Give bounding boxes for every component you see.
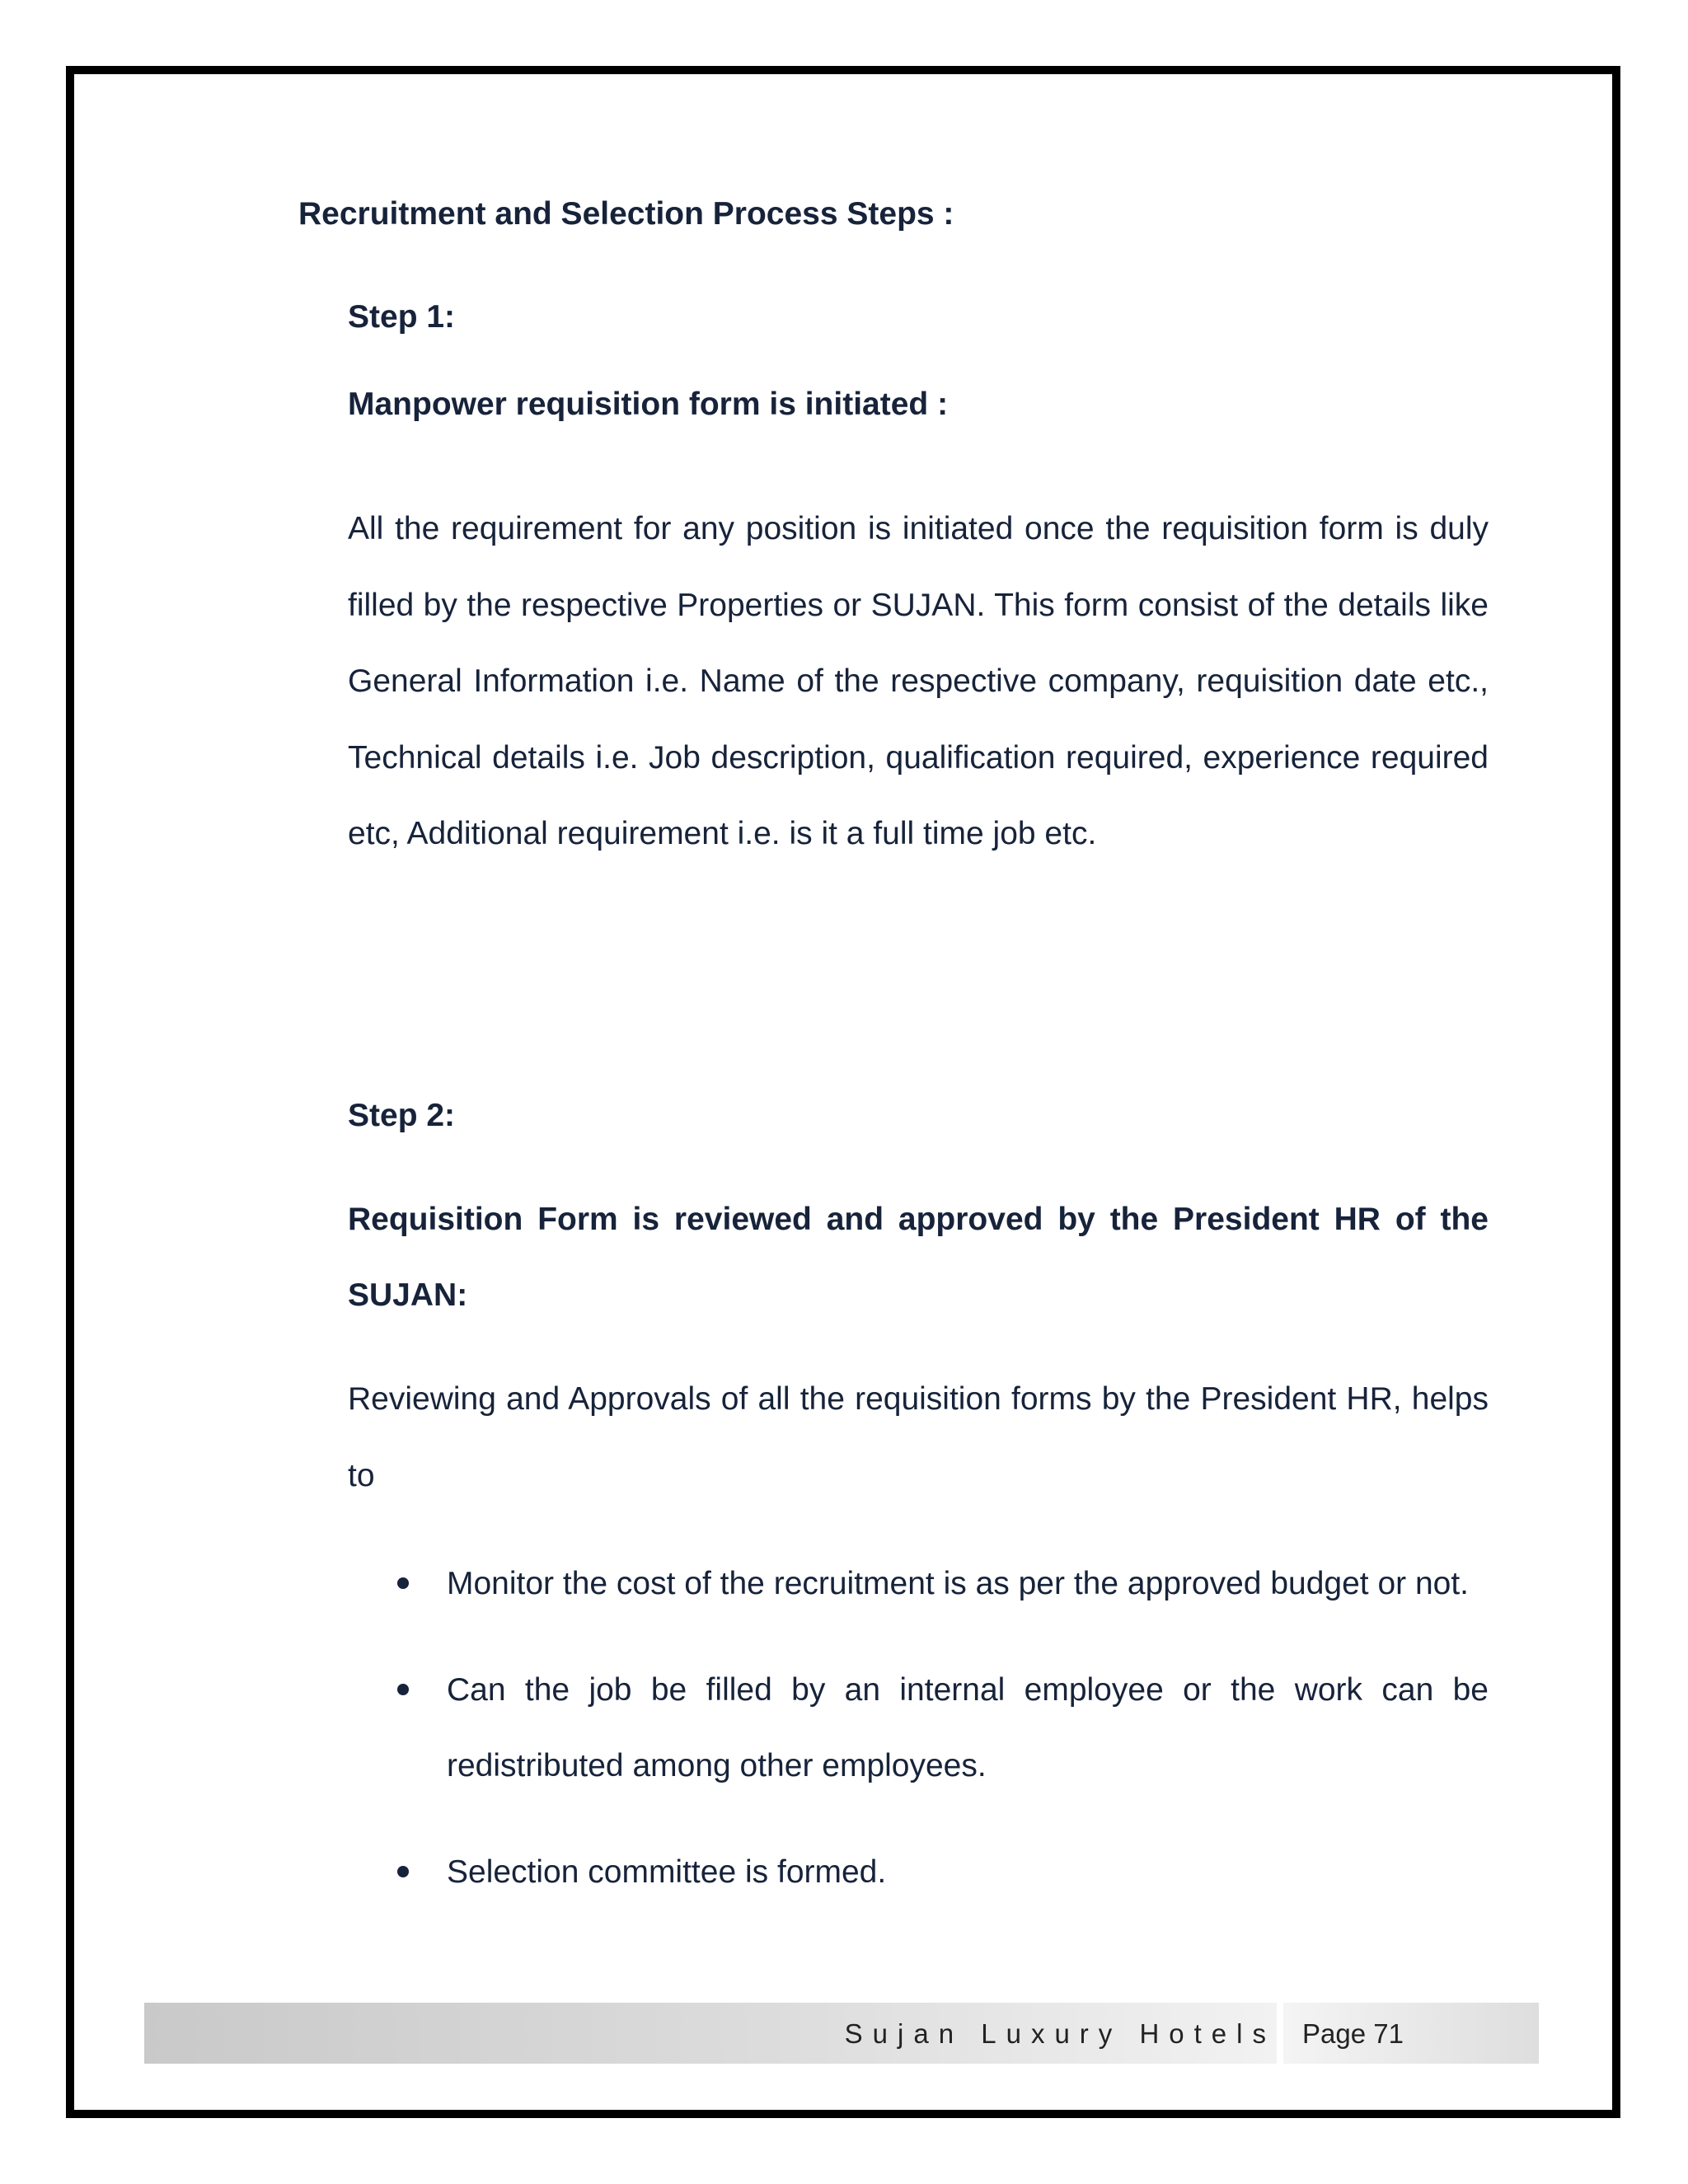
- bullet-icon: [397, 1866, 409, 1877]
- step-1-heading: Manpower requisition form is initiated :: [348, 387, 949, 422]
- bullet-icon: [397, 1577, 409, 1589]
- list-item: [348, 1652, 1489, 1805]
- step-2-label: Step 2:: [348, 1098, 456, 1133]
- step-2-paragraph: Reviewing and Approvals of all the requisition forms by the President HR, helps to: [348, 1381, 1489, 1493]
- footer-page-number: Page 71: [1302, 2018, 1404, 2049]
- step-2-bullet-list: [348, 1546, 1489, 1940]
- list-item-text: Monitor the cost of the recruitment is as per the approved budget or not.: [447, 1566, 1470, 1601]
- list-item-text: Selection committee is formed.: [447, 1854, 887, 1890]
- step-2-heading: Requisition Form is reviewed and approved by the President HR of the SUJAN:: [348, 1202, 1489, 1313]
- document-title: Recruitment and Selection Process Steps :: [298, 196, 954, 232]
- bullet-icon: [397, 1684, 409, 1695]
- step-1-paragraph: All the requirement for any position is initiated once the requisition form is duly filled by the respective Properties or SUJAN. This form consist of the details like General Information i.e. Name of the respective company, requisition date etc., Technical details i.e. Job description, qualification required, experience required etc, Additional requirement i.e. is it a full time job etc.: [348, 511, 1489, 851]
- list-item: [348, 1835, 1489, 1911]
- list-item-text: Can the job be filled by an internal employee or the work can be redistributed among other employees.: [447, 1671, 1489, 1783]
- step-1-label: Step 1:: [348, 299, 456, 335]
- list-item: [348, 1546, 1489, 1623]
- footer-company-name: Sujan Luxury Hotels: [844, 2018, 1276, 2049]
